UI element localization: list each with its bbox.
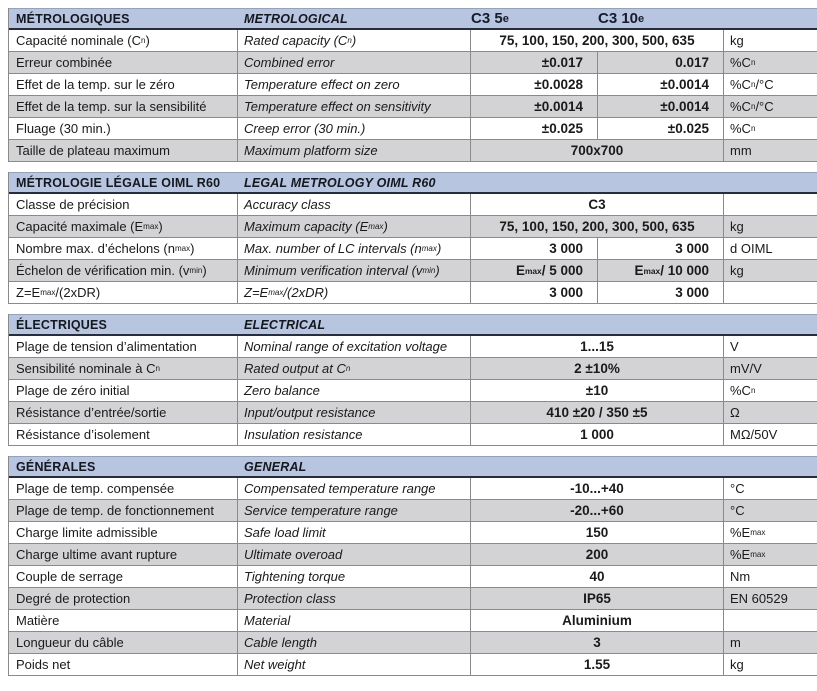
section-header-spacer	[471, 173, 817, 192]
spec-unit: mV/V	[730, 361, 762, 376]
spec-row	[9, 402, 817, 424]
spec-value: -10...+40	[471, 478, 724, 499]
spec-value-2: ±0.0014	[598, 96, 724, 117]
model-column-header-1: C3 5 e	[471, 10, 509, 27]
spec-label-en: Creep error (30 min.)	[238, 118, 471, 139]
spec-label-en: Rated capacity (C $_n$ )	[238, 30, 471, 51]
spec-value: 1.55	[471, 654, 724, 675]
spec-unit: EN 60529	[730, 591, 788, 606]
section-title-en: GENERAL	[244, 459, 307, 474]
spec-value: 1 000	[471, 424, 724, 445]
section-title-en: LEGAL METROLOGY OIML R60	[244, 175, 436, 190]
spec-row	[9, 544, 817, 566]
section-header	[9, 314, 817, 336]
spec-unit: %E $_{max}$	[730, 525, 766, 540]
spec-unit: m	[730, 635, 741, 650]
spec-value-2: 3 000	[598, 282, 724, 303]
spec-row	[9, 216, 817, 238]
spec-value: 75, 100, 150, 200, 300, 500, 635	[471, 30, 724, 51]
spec-value: 75, 100, 150, 200, 300, 500, 635	[471, 216, 724, 237]
section-header-spacer	[471, 315, 817, 334]
spec-label-fr: Taille de plateau maximum	[9, 140, 238, 161]
spec-section-metrological	[8, 8, 817, 162]
spec-unit: °C	[730, 481, 745, 496]
spec-label-fr: Effet de la temp. sur le zéro	[9, 74, 238, 95]
model-column-header-2: C3 10 e	[598, 10, 645, 27]
section-header	[9, 172, 817, 194]
spec-value-1: E $_{max}$ / 5 000	[471, 260, 598, 281]
spec-label-en: Rated output at C $_n$	[238, 358, 471, 379]
spec-label-fr: Plage de zéro initial	[9, 380, 238, 401]
spec-label-en: Zero balance	[238, 380, 471, 401]
spec-label-fr: Effet de la temp. sur la sensibilité	[9, 96, 238, 117]
spec-unit: %E $_{max}$	[730, 547, 766, 562]
section-title-fr: ÉLECTRIQUES	[16, 317, 108, 332]
spec-value: 700x700	[471, 140, 724, 161]
spec-label-en: Z=E $_{max}$ /(2xDR)	[238, 282, 471, 303]
spec-label-fr: Z=E $_{max}$ /(2xDR)	[9, 282, 238, 303]
section-title-en: METROLOGICAL	[244, 11, 348, 26]
spec-label-en: Max. number of LC intervals (n $_{max}$ )	[238, 238, 471, 259]
spec-label-fr: Poids net	[9, 654, 238, 675]
spec-label-en: Maximum platform size	[238, 140, 471, 161]
spec-unit: %C $_n$ /°C	[730, 77, 774, 92]
spec-unit: kg	[730, 263, 744, 278]
spec-label-fr: Plage de temp. compensée	[9, 478, 238, 499]
spec-label-fr: Capacité nominale (C $_n$ )	[9, 30, 238, 51]
spec-value: 150	[471, 522, 724, 543]
spec-label-en: Cable length	[238, 632, 471, 653]
spec-row	[9, 522, 817, 544]
spec-unit: kg	[730, 219, 744, 234]
spec-value-1: ±0.0028	[471, 74, 598, 95]
spec-unit: kg	[730, 657, 744, 672]
spec-unit	[724, 282, 817, 303]
spec-label-en: Minimum verification interval (v $_{min}$ )	[238, 260, 471, 281]
spec-row	[9, 336, 817, 358]
spec-value: ±10	[471, 380, 724, 401]
spec-unit: %C $_n$ /°C	[730, 99, 774, 114]
spec-label-fr: Capacité maximale (E $_{max}$ )	[9, 216, 238, 237]
spec-label-en: Compensated temperature range	[238, 478, 471, 499]
spec-label-fr: Résistance d’isolement	[9, 424, 238, 445]
section-title-en: ELECTRICAL	[244, 317, 326, 332]
spec-row	[9, 588, 817, 610]
spec-label-en: Tightening torque	[238, 566, 471, 587]
spec-label-fr: Plage de temp. de fonctionnement	[9, 500, 238, 521]
spec-label-en: Temperature effect on sensitivity	[238, 96, 471, 117]
spec-value: 410 ±20 / 350 ±5	[471, 402, 724, 423]
spec-unit: MΩ/50V	[730, 427, 778, 442]
spec-section-legal-metrology	[8, 172, 817, 304]
spec-unit: d OIML	[730, 241, 773, 256]
spec-row	[9, 424, 817, 446]
spec-unit: mm	[730, 143, 752, 158]
spec-row	[9, 96, 817, 118]
spec-label-en: Insulation resistance	[238, 424, 471, 445]
spec-label-en: Ultimate overoad	[238, 544, 471, 565]
spec-label-en: Temperature effect on zero	[238, 74, 471, 95]
spec-row	[9, 478, 817, 500]
spec-value-2: ±0.025	[598, 118, 724, 139]
spec-label-fr: Erreur combinée	[9, 52, 238, 73]
spec-value-2: 3 000	[598, 238, 724, 259]
spec-value: C3	[471, 194, 724, 215]
spec-value: 200	[471, 544, 724, 565]
spec-row	[9, 500, 817, 522]
spec-label-fr: Échelon de vérification min. (v $_{min}$ )	[9, 260, 238, 281]
spec-unit: °C	[730, 503, 745, 518]
spec-label-en: Material	[238, 610, 471, 631]
section-header-spacer	[471, 457, 817, 476]
spec-row	[9, 194, 817, 216]
spec-unit: %C $_n$	[730, 121, 756, 136]
spec-row	[9, 358, 817, 380]
spec-row	[9, 30, 817, 52]
spec-label-fr: Charge limite admissible	[9, 522, 238, 543]
spec-row	[9, 260, 817, 282]
spec-row	[9, 52, 817, 74]
spec-unit: Nm	[730, 569, 751, 584]
spec-label-en: Protection class	[238, 588, 471, 609]
spec-label-en: Maximum capacity (E $_{max}$ )	[238, 216, 471, 237]
spec-label-fr: Résistance d’entrée/sortie	[9, 402, 238, 423]
section-header-spacer	[724, 9, 817, 28]
spec-value-1: 3 000	[471, 282, 598, 303]
spec-unit: Ω	[730, 405, 740, 420]
spec-label-en: Net weight	[238, 654, 471, 675]
spec-label-fr: Nombre max. d’échelons (n $_{max}$ )	[9, 238, 238, 259]
spec-section-electrical	[8, 314, 817, 446]
section-header	[9, 8, 817, 30]
spec-row	[9, 282, 817, 304]
spec-value: 2 ±10%	[471, 358, 724, 379]
spec-label-fr: Longueur du câble	[9, 632, 238, 653]
spec-value-2: E $_{max}$ / 10 000	[598, 260, 724, 281]
spec-label-en: Input/output resistance	[238, 402, 471, 423]
section-title-fr: MÉTROLOGIE LÉGALE OIML R60	[16, 175, 221, 190]
spec-row	[9, 118, 817, 140]
spec-value: 1...15	[471, 336, 724, 357]
spec-row	[9, 566, 817, 588]
spec-row	[9, 654, 817, 676]
spec-label-en: Safe load limit	[238, 522, 471, 543]
spec-value: 40	[471, 566, 724, 587]
spec-label-fr: Sensibilité nominale à C $_n$	[9, 358, 238, 379]
section-title-fr: MÉTROLOGIQUES	[16, 11, 130, 26]
spec-label-fr: Matière	[9, 610, 238, 631]
spec-section-general	[8, 456, 817, 676]
spec-unit: kg	[730, 33, 744, 48]
spec-row	[9, 610, 817, 632]
spec-row	[9, 632, 817, 654]
spec-value: IP65	[471, 588, 724, 609]
spec-value-1: ±0.017	[471, 52, 598, 73]
spec-value: 3	[471, 632, 724, 653]
spec-value: -20...+60	[471, 500, 724, 521]
spec-unit	[724, 194, 817, 215]
section-title-fr: GÉNÉRALES	[16, 459, 96, 474]
spec-row	[9, 74, 817, 96]
spec-unit: %C $_n$	[730, 383, 756, 398]
spec-label-fr: Classe de précision	[9, 194, 238, 215]
spec-label-en: Combined error	[238, 52, 471, 73]
spec-label-fr: Degré de protection	[9, 588, 238, 609]
spec-label-fr: Couple de serrage	[9, 566, 238, 587]
spec-row	[9, 238, 817, 260]
spec-unit: V	[730, 339, 739, 354]
spec-value-1: ±0.025	[471, 118, 598, 139]
spec-label-en: Service temperature range	[238, 500, 471, 521]
spec-label-fr: Charge ultime avant rupture	[9, 544, 238, 565]
spec-label-en: Accuracy class	[238, 194, 471, 215]
section-header	[9, 456, 817, 478]
spec-row	[9, 380, 817, 402]
spec-label-en: Nominal range of excitation voltage	[238, 336, 471, 357]
spec-value: Aluminium	[471, 610, 724, 631]
spec-label-fr: Plage de tension d’alimentation	[9, 336, 238, 357]
spec-value-2: ±0.0014	[598, 74, 724, 95]
spec-row	[9, 140, 817, 162]
spec-label-fr: Fluage (30 min.)	[9, 118, 238, 139]
spec-value-2: 0.017	[598, 52, 724, 73]
spec-value-1: 3 000	[471, 238, 598, 259]
spec-unit	[724, 610, 817, 631]
spec-unit: %C $_n$	[730, 55, 756, 70]
spec-value-1: ±0.0014	[471, 96, 598, 117]
